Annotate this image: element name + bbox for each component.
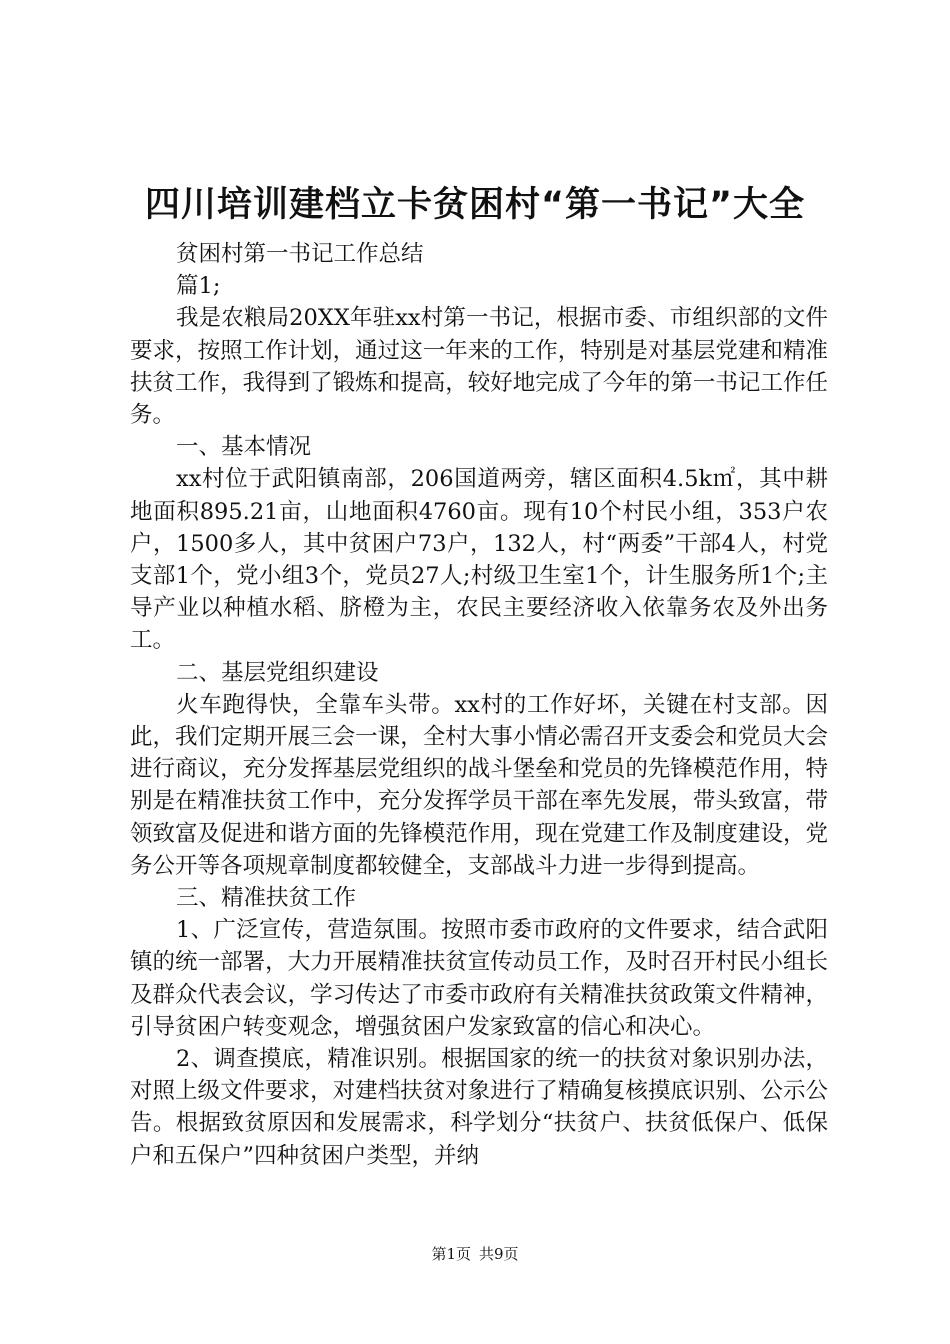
section-heading: 三、精准扶贫工作 bbox=[176, 885, 357, 912]
section-heading: 一、基本情况 bbox=[176, 434, 312, 461]
body-paragraph: 我是农粮局20XX年驻xx村第一书记，根据市委、市组织部的文件要求，按照工作计划，通过这一年来的工作，特别是对基层党建和精准扶贫工作，我得到了锻炼和提高，较好地完成了今年的第一书记工作任务。 bbox=[130, 305, 828, 429]
subtitle-paragraph: 贫困村第一书记工作总结 bbox=[176, 241, 424, 267]
document-title: 四川培训建档立卡贫困村“第一书记”大全 bbox=[144, 185, 805, 225]
page-number: 第1页 bbox=[431, 1245, 471, 1263]
body-paragraph: 1、广泛宣传，营造氛围。按照市委市政府的文件要求，结合武阳镇的统一部署，大力开展精准扶贫宣传动员工作，及时召开村民小组长及群众代表会议，学习传达了市委市政府有关精准扶贫政策文件精神，引导贫困户转变观念，增强贫困户发家致富的信心和决心。 bbox=[130, 917, 828, 1040]
page-total: 共9页 bbox=[479, 1245, 519, 1263]
body-paragraph: 2、调查摸底，精准识别。根据国家的统一的扶贫对象识别办法，对照上级文件要求，对建档扶贫对象进行了精确复核摸底识别、公示公告。根据致贫原因和发展需求，科学划分“扶贫户、扶贫低保户、低保户和五保户”四种贫困户类型，并纳 bbox=[130, 1046, 828, 1169]
body-paragraph: xx村位于武阳镇南部，206国道两旁，辖区面积4.5k㎡，其中耕地面积895.21亩，山地面积4760亩。现有10个村民小组，353户农户，1500多人，其中贫困户73户，132人，村“两委”干部4人，村党支部1个，党小组3个，党员27人;村级卫生室1个，计生服务所1个;主导产业以种植水稻、脐橙为主，农民主要经济收入依靠务农及外出务工。 bbox=[130, 466, 828, 654]
article-label: 篇1; bbox=[176, 273, 221, 300]
document-body bbox=[130, 238, 828, 1172]
page-footer bbox=[0, 1244, 950, 1264]
body-paragraph: 火车跑得快，全靠车头带。xx村的工作好坏，关键在村支部。因此，我们定期开展三会一课，全村大事小情必需召开支委会和党员大会进行商议，充分发挥基层党组织的战斗堡垒和党员的先锋模范作用，特别是在精准扶贫工作中，充分发挥学员干部在率先发展，带头致富，带领致富及促进和谐方面的先锋模范作用，现在党建工作及制度建设，党务公开等各项规章制度都较健全，支部战斗力进一步得到提高。 bbox=[130, 691, 828, 879]
section-heading: 二、基层党组织建设 bbox=[176, 659, 379, 686]
